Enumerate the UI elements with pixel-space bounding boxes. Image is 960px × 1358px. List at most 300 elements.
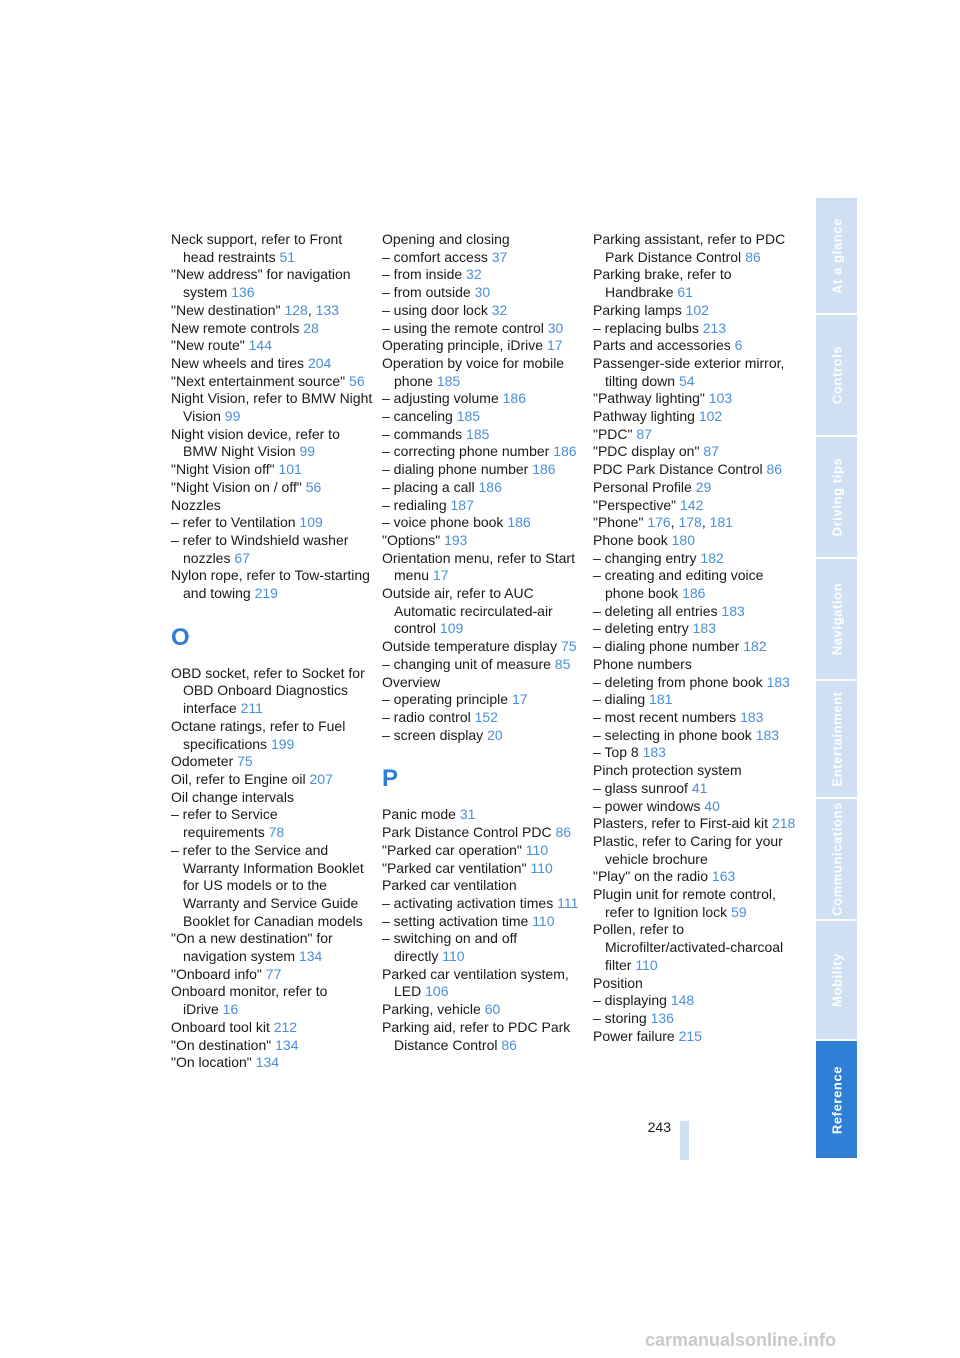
entry-text: Nozzles (171, 496, 221, 513)
index-entry (382, 266, 587, 284)
page-reference[interactable]: 77 (265, 965, 282, 982)
index-entry (171, 842, 376, 931)
page-reference[interactable]: 78 (268, 824, 285, 841)
page-reference[interactable]: 193 (444, 531, 468, 548)
page-reference[interactable]: 86 (745, 248, 761, 265)
entry-text: "Onboard info" (171, 965, 262, 982)
chapter-tab-at-a-glance[interactable] (816, 198, 857, 315)
entry-text: Onboard tool kit (171, 1018, 270, 1035)
chapter-tab-label: Navigation (829, 582, 844, 656)
entry-text: – activating activation times (382, 894, 554, 911)
index-entry (593, 266, 798, 301)
page-reference[interactable]: 102 (698, 408, 723, 425)
index-entry (171, 355, 376, 373)
page-reference[interactable]: 85 (554, 655, 571, 672)
index-entry (382, 550, 587, 585)
chapter-tab-communications[interactable] (816, 799, 857, 921)
entry-text: – using door lock (382, 301, 488, 318)
index-entry (593, 408, 798, 426)
page-reference[interactable]: 32 (466, 266, 482, 283)
page-reference[interactable]: 211 (240, 700, 263, 717)
page-reference[interactable]: 102 (685, 301, 709, 318)
chapter-tab-label: Controls (829, 345, 844, 405)
entry-text: Overview (382, 673, 441, 690)
section-letter: P (382, 765, 399, 793)
page-reference[interactable]: 110 (442, 948, 465, 965)
entry-text: – radio control (382, 708, 471, 725)
index-entry (171, 806, 376, 841)
entry-text: OBD socket, refer to Socket for OBD Onboard Diagnostics interface (171, 664, 365, 717)
page-reference[interactable]: 133 (315, 301, 339, 318)
index-entry (382, 426, 587, 444)
chapter-tab-label: Mobility (829, 953, 844, 1007)
index-entry (593, 868, 798, 886)
index-column-1 (171, 231, 376, 1072)
page-reference[interactable]: 136 (231, 284, 255, 301)
page-reference[interactable]: 186 (553, 443, 577, 460)
entry-text: Orientation menu, refer to Start menu (382, 549, 575, 584)
index-column-3 (593, 231, 798, 1045)
entry-text: – dialing phone number (382, 461, 529, 478)
index-entry (171, 753, 376, 771)
index-entry (171, 1054, 376, 1072)
page-reference[interactable]: 106 (425, 983, 449, 1000)
entry-text: "New destination" (171, 301, 281, 318)
entry-text: – glass sunroof (593, 779, 688, 796)
entry-text: "Phone" (593, 514, 644, 531)
entry-text: – refer to the Service and Warranty Information Booklet for US models or to the Warranty and Service Guide Booklet for Canadian models (171, 841, 364, 929)
index-entry (593, 1010, 798, 1028)
index-entry (593, 302, 798, 320)
page-reference[interactable]: 185 (456, 408, 481, 425)
entry-text: – most recent numbers (593, 708, 737, 725)
index-entry (593, 532, 798, 550)
entry-text: "Options" (382, 531, 441, 548)
entry-text: – comfort access (382, 248, 488, 265)
index-entry (382, 355, 587, 390)
page-reference[interactable]: 181 (709, 514, 733, 531)
page-reference[interactable]: 86 (555, 824, 572, 841)
index-entry (593, 231, 798, 266)
chapter-tab-label: At a glance (829, 217, 844, 294)
entry-text: – refer to Ventilation (171, 514, 296, 531)
index-entry (593, 833, 798, 868)
entry-text: – using the remote control (382, 319, 544, 336)
index-entry (593, 886, 798, 921)
entry-text: – replacing bulbs (593, 319, 699, 336)
page-reference[interactable]: 87 (636, 425, 652, 442)
page-reference[interactable]: 219 (254, 585, 278, 602)
page-reference[interactable]: 30 (547, 319, 564, 336)
chapter-tab-label: Driving tips (829, 457, 844, 537)
index-entry (382, 638, 587, 656)
entry-text: – deleting from phone book (593, 673, 763, 690)
index-entry (382, 930, 587, 965)
entry-text: Outside temperature display (382, 638, 558, 655)
entry-text: – deleting entry (593, 620, 689, 637)
page-reference[interactable]: 181 (649, 691, 673, 708)
entry-text: – operating principle (382, 691, 509, 708)
index-entry (171, 426, 376, 461)
entry-text: Outside air, refer to AUC Automatic recirculated-air control (382, 585, 553, 637)
page-reference[interactable]: 31 (459, 806, 476, 823)
entry-text: – refer to Windshield washer nozzles (171, 531, 349, 566)
page-reference[interactable]: 101 (278, 461, 302, 478)
entry-text: Panic mode (382, 806, 456, 823)
page-reference[interactable]: 212 (273, 1018, 298, 1035)
entry-text: Neck support, refer to Front head restraints (171, 231, 343, 265)
page-reference[interactable]: 110 (530, 859, 553, 876)
index-entry (171, 320, 376, 338)
page-reference[interactable]: 54 (678, 372, 695, 389)
index-entry (382, 895, 587, 913)
index-entry (382, 479, 587, 497)
index-entry (593, 798, 798, 816)
index-entry (171, 390, 376, 425)
chapter-tab-driving-tips[interactable] (816, 437, 857, 559)
page-reference[interactable]: 183 (721, 602, 745, 619)
index-entry (593, 1028, 798, 1046)
index-entry (171, 532, 376, 567)
entry-text: Parking lamps (593, 301, 682, 318)
index-entry (382, 709, 587, 727)
index-entry (382, 1001, 587, 1019)
index-entry (171, 266, 376, 301)
page-number-bar (680, 1121, 689, 1160)
index-entry (382, 727, 587, 745)
index-column-2 (382, 231, 587, 1054)
index-entry (382, 497, 587, 515)
page-reference[interactable]: 183 (755, 726, 780, 743)
entry-text: Nylon rope, refer to Tow-starting and towing (171, 567, 370, 602)
page-reference[interactable]: 152 (474, 708, 498, 725)
index-entry (593, 320, 798, 338)
page-reference[interactable]: 75 (560, 638, 577, 655)
index-entry (593, 479, 798, 497)
index-entry (382, 337, 587, 355)
page-reference[interactable]: 103 (708, 390, 733, 407)
chapter-tab-label: Reference (829, 1065, 844, 1134)
page-reference[interactable]: 51 (279, 248, 296, 265)
index-entry (171, 665, 376, 718)
entry-text: Plasters, refer to First-aid kit (593, 815, 769, 832)
page-reference[interactable]: 186 (502, 390, 526, 407)
page-reference[interactable]: 207 (309, 770, 333, 787)
index-entry (382, 443, 587, 461)
index-entry (171, 1019, 376, 1037)
index-entry (171, 514, 376, 532)
page-reference[interactable]: 128 (284, 301, 308, 318)
page-reference[interactable]: 56 (305, 478, 322, 495)
entry-text: – from inside (382, 266, 463, 283)
index-entry (382, 249, 587, 267)
page-reference[interactable]: 6 (734, 337, 743, 354)
index-entry (593, 550, 798, 568)
page-reference[interactable]: 215 (678, 1027, 702, 1044)
page-reference[interactable]: 28 (303, 319, 319, 336)
page-reference[interactable]: 187 (450, 496, 474, 513)
page-reference[interactable]: 37 (491, 248, 508, 265)
entry-text: Parts and accessories (593, 337, 731, 354)
page-reference[interactable]: 185 (436, 372, 461, 389)
page-reference[interactable]: 86 (766, 461, 783, 478)
index-entry (593, 727, 798, 745)
page-reference[interactable]: 99 (224, 408, 241, 425)
section-letter: O (171, 623, 190, 651)
page-reference[interactable]: 32 (491, 301, 508, 318)
entry-text: Passenger-side exterior mirror, tilting down (593, 354, 785, 389)
page-reference[interactable]: 75 (237, 753, 253, 770)
entry-text: "New route" (171, 337, 245, 354)
page-reference[interactable]: 176 (647, 514, 671, 531)
entry-text: Onboard monitor, refer to iDrive (171, 983, 328, 1018)
index-entry (593, 461, 798, 479)
page-reference[interactable]: 185 (466, 425, 490, 442)
entry-text: Operating principle, iDrive (382, 337, 544, 354)
page-reference[interactable]: 110 (635, 956, 658, 973)
page-reference[interactable]: 144 (248, 337, 272, 354)
entry-text: Operation by voice for mobile phone (382, 354, 565, 389)
entry-text: "Play" on the radio (593, 868, 709, 885)
page-reference[interactable]: 204 (307, 354, 332, 371)
index-entry (593, 921, 798, 974)
entry-text: Night vision device, refer to BMW Night Vision (171, 425, 340, 460)
page-reference[interactable]: 109 (299, 514, 323, 531)
index-entry (593, 992, 798, 1010)
page-reference[interactable]: 16 (222, 1001, 239, 1018)
page-reference[interactable]: 20 (487, 726, 503, 743)
index-entry (171, 373, 376, 391)
entry-text: – switching on and off directly (382, 930, 518, 965)
entry-text: Octane ratings, refer to Fuel specifications (171, 717, 346, 752)
index-entry (171, 337, 376, 355)
page-reference[interactable]: 136 (650, 1009, 674, 1026)
index-entry (382, 320, 587, 338)
entry-text: Odometer (171, 753, 234, 770)
entry-text: Parking assistant, refer to PDC Park Distance Control (593, 231, 786, 265)
entry-text: "Night Vision off" (171, 461, 275, 478)
index-entry: "New destination" 128, 133 (171, 301, 339, 318)
entry-text: – power windows (593, 797, 701, 814)
page-reference[interactable]: 180 (671, 531, 695, 548)
chapter-tabs (816, 198, 857, 1160)
index-entry (382, 656, 587, 674)
entry-text: – redialing (382, 496, 447, 513)
entry-text: – dialing phone number (593, 638, 740, 655)
index-entry (171, 567, 376, 602)
index-entry (593, 656, 798, 674)
index-entry (593, 815, 798, 833)
index-entry (593, 390, 798, 408)
page-reference[interactable]: 186 (532, 461, 556, 478)
entry-text: – adjusting volume (382, 390, 499, 407)
page-reference[interactable]: 87 (703, 443, 719, 460)
index-entry (382, 514, 587, 532)
index-entry (593, 567, 798, 602)
index-entry (382, 842, 587, 860)
entry-text: "New address" for navigation system (171, 266, 351, 301)
chapter-tab-controls[interactable] (816, 315, 857, 437)
page-reference[interactable]: 60 (484, 1001, 501, 1018)
entry-text: "On destination" (171, 1036, 272, 1053)
index-entry (593, 638, 798, 656)
chapter-tab-label: Entertainment (829, 691, 844, 787)
index-entry (171, 497, 376, 515)
page-reference[interactable]: 183 (766, 673, 790, 690)
index-entry (593, 691, 798, 709)
page-reference[interactable]: 110 (532, 912, 555, 929)
entry-text: "On location" (171, 1054, 252, 1071)
page-reference[interactable]: 186 (682, 585, 706, 602)
entry-text: – from outside (382, 284, 471, 301)
page-reference[interactable]: 59 (731, 903, 747, 920)
page-number: 243 (647, 1119, 671, 1135)
page-reference[interactable]: 183 (740, 708, 764, 725)
index-entry (382, 585, 587, 638)
entry-text: Position (593, 974, 643, 991)
index-entry (593, 337, 798, 355)
index-entry (171, 930, 376, 965)
page-reference[interactable]: 17 (511, 691, 528, 708)
page-reference[interactable]: 111 (557, 894, 579, 911)
entry-text: Park Distance Control PDC (382, 824, 552, 841)
entry-text: – correcting phone number (382, 443, 550, 460)
index-entry (382, 461, 587, 479)
page-reference[interactable]: 178 (678, 514, 702, 531)
index-entry (382, 390, 587, 408)
page-reference[interactable]: 163 (711, 868, 736, 885)
entry-text: – changing unit of measure (382, 655, 551, 672)
entry-text: – dialing (593, 691, 646, 708)
page-reference[interactable]: 182 (700, 549, 724, 566)
index-entry (382, 806, 587, 824)
page-reference[interactable]: 134 (298, 948, 323, 965)
entry-text: Parked car ventilation system, LED (382, 965, 569, 1000)
page-reference[interactable]: 213 (702, 319, 727, 336)
entry-text: "Parked car operation" (382, 841, 522, 858)
index-entry (593, 975, 798, 993)
page-reference[interactable]: 148 (670, 992, 695, 1009)
entry-text: – selecting in phone book (593, 726, 752, 743)
index-entry (171, 966, 376, 984)
index-entry (382, 824, 587, 842)
page-reference[interactable]: 67 (234, 549, 250, 566)
index-entry (382, 532, 587, 550)
chapter-tab-label: Communications (829, 802, 844, 916)
page-reference[interactable]: 110 (525, 841, 549, 858)
entry-text: Plugin unit for remote control, refer to Ignition lock (593, 886, 776, 920)
entry-text: "On a new destination" for navigation system (171, 930, 333, 965)
entry-text: "Pathway lighting" (593, 390, 705, 407)
index-entry (382, 966, 587, 1001)
index-entry (382, 691, 587, 709)
entry-text: Parking brake, refer to Handbrake (593, 266, 732, 301)
entry-text: "Perspective" (593, 496, 677, 513)
entry-text: Plastic, refer to Caring for your vehicle brochure (593, 832, 783, 867)
entry-text: New remote controls (171, 319, 300, 336)
entry-text: Oil change intervals (171, 788, 294, 805)
page-reference[interactable]: 61 (677, 284, 693, 301)
index-entry (382, 302, 587, 320)
page-reference[interactable]: 41 (691, 779, 708, 796)
page-reference[interactable]: 99 (299, 443, 316, 460)
chapter-tab-mobility[interactable] (816, 921, 857, 1041)
entry-text: "Night Vision on / off" (171, 478, 302, 495)
page-reference[interactable]: 186 (507, 514, 531, 531)
page-reference[interactable]: 56 (349, 372, 365, 389)
index-entry (171, 771, 376, 789)
chapter-tab-reference[interactable] (816, 1041, 857, 1160)
entry-text: – voice phone book (382, 514, 504, 531)
page-reference[interactable]: 109 (439, 620, 464, 637)
index-entry (593, 780, 798, 798)
index-entry (593, 443, 798, 461)
entry-text: – storing (593, 1009, 647, 1026)
page-reference[interactable]: 186 (478, 478, 502, 495)
entry-text: Phone book (593, 531, 668, 548)
index-entry (593, 603, 798, 621)
chapter-tab-entertainment[interactable] (816, 681, 857, 799)
index-entry (171, 718, 376, 753)
page-reference[interactable]: 17 (432, 567, 449, 584)
entry-text: – placing a call (382, 478, 475, 495)
index-entry (382, 860, 587, 878)
entry-text: "PDC display on" (593, 443, 700, 460)
chapter-tab-navigation[interactable] (816, 559, 857, 681)
page-reference[interactable]: 134 (275, 1036, 299, 1053)
page-reference[interactable]: 142 (679, 496, 704, 513)
page-reference[interactable]: 134 (255, 1054, 280, 1071)
index-entry (382, 913, 587, 931)
entry-text: – commands (382, 425, 463, 442)
entry-text: Parking aid, refer to PDC Park Distance Control (382, 1018, 571, 1053)
page-reference[interactable]: 183 (642, 744, 666, 761)
entry-text: Oil, refer to Engine oil (171, 770, 306, 787)
entry-text: – refer to Service requirements (171, 806, 278, 841)
index-entry (593, 674, 798, 692)
page-reference[interactable]: 17 (546, 337, 563, 354)
entry-text: Phone numbers (593, 655, 692, 672)
page-reference[interactable]: 183 (692, 620, 716, 637)
entry-text: Opening and closing (382, 231, 510, 247)
entry-text: – Top 8 (593, 744, 639, 761)
entry-text: "Next entertainment source" (171, 372, 346, 389)
index-entry (593, 497, 798, 515)
page-reference[interactable]: 29 (695, 478, 712, 495)
page-reference[interactable]: 86 (501, 1036, 517, 1053)
index-entry (171, 479, 376, 497)
page-reference[interactable]: 182 (743, 638, 767, 655)
entry-text: "Parked car ventilation" (382, 859, 527, 876)
index-entry (382, 284, 587, 302)
index-entry (171, 983, 376, 1018)
page-reference[interactable]: 30 (474, 284, 491, 301)
index-entry (171, 1037, 376, 1055)
page-reference[interactable]: 218 (771, 815, 796, 832)
index-entry (382, 1019, 587, 1054)
entry-text: Pollen, refer to Microfilter/activated-charcoal filter (593, 921, 784, 973)
entry-text: Night Vision, refer to BMW Night Vision (171, 390, 373, 425)
index-entry (382, 877, 587, 895)
entry-text: "PDC" (593, 425, 633, 442)
entry-text: – creating and editing voice phone book (593, 567, 764, 602)
entry-text: New wheels and tires (171, 354, 305, 371)
page-reference[interactable]: 40 (704, 797, 720, 814)
entry-text: Parking, vehicle (382, 1001, 481, 1018)
index-entry (382, 674, 587, 692)
entry-text: Power failure (593, 1027, 675, 1044)
page-reference[interactable]: 199 (270, 735, 295, 752)
